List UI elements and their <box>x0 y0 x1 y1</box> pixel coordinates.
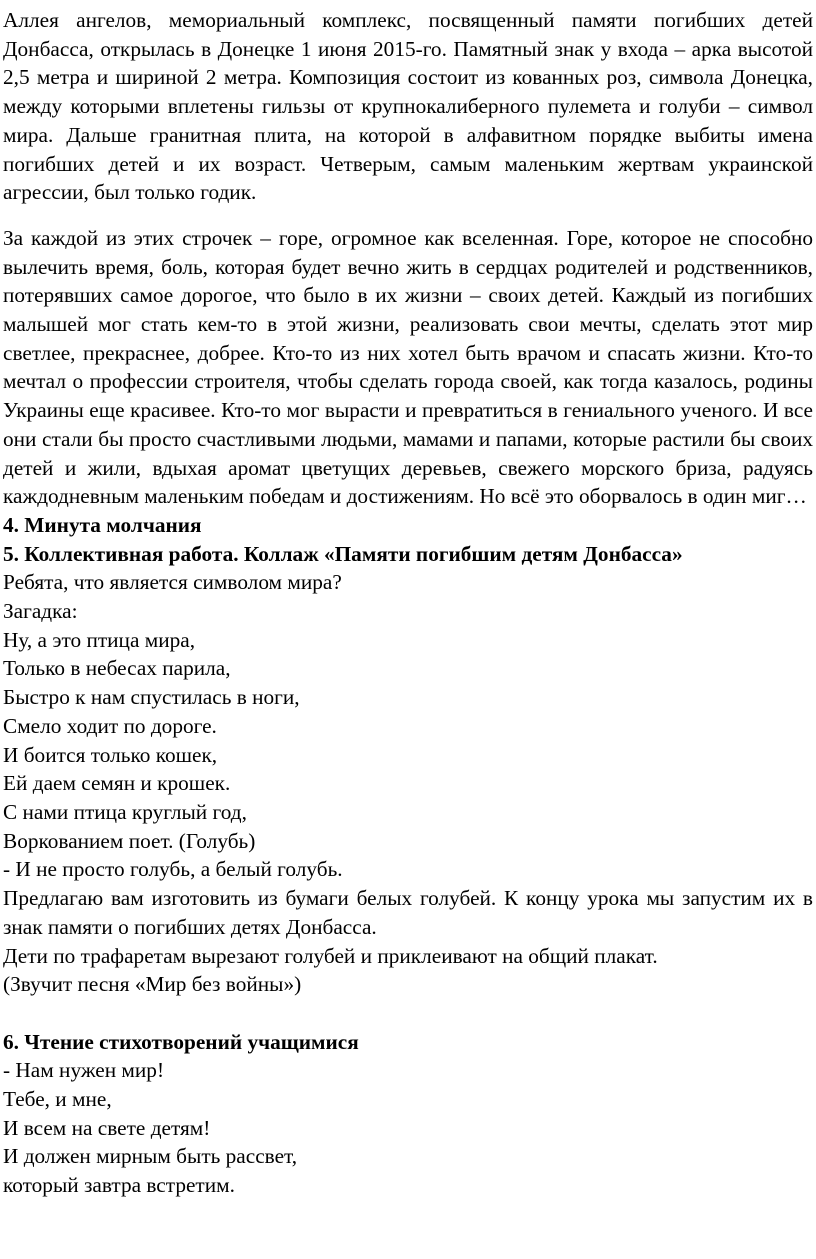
riddle-label: Загадка: <box>3 599 78 624</box>
riddle-line: И боится только кошек, <box>3 742 218 767</box>
heading-poem-reading: 6. Чтение стихотворений учащимися <box>3 1029 359 1054</box>
poem-line: который завтра встретим. <box>3 1173 235 1198</box>
poem-line: Тебе, и мне, <box>3 1087 112 1111</box>
paragraph-grief: За каждой из этих строчек – горе, огромное как вселенная. Горе, которое не способно вылечить время, боль, которая будет вечно жить в сердцах родителей и родственников, потерявших самое дорогое, что было в их жизни – своих детей. Каждый из погибших малышей мог стать кем-то в этой жизни, реализовать свои мечты, сделать этот мир светлее, прекраснее, добрее. Кто-то из них хотел быть врачом и спасать жизни. Кто-то мечтал о профессии строителя, чтобы сделать города своей, как тогда казалось, родины Украины еще красивее. Кто-то мог вырасти и превратиться в гениального ученого. И все они стали бы просто счастливыми людьми, мамами и папами, которые растили бы своих детей и жили, вдыхая аромат цветущих деревьев, свежего морского бриза, радуясь каждодневным маленьким победам и достижениям. Но всё это оборвалось в один миг… <box>3 225 813 509</box>
riddle-line: Только в небесах парила, <box>3 656 231 681</box>
paragraph-angels-alley: Аллея ангелов, мемориальный комплекс, посвященный памяти погибших детей Донбасса, открылась в Донецке 1 июня 2015-го. Памятный знак у входа – арка высотой 2,5 метра и шириной 2 метра. Композиция состоит из кованных роз, символа Донецка, между которыми вплетены гильзы от крупнокалиберного пулемета и голуби – символ мира. Дальше гранитная плита, на которой в алфавитном порядке выбиты имена погибших детей и их возраст. Четверым, самым маленьким жертвам украинской агрессии, был только годик. <box>3 8 813 205</box>
poem-line: И всем на свете детям! <box>3 1115 211 1140</box>
proposal-paragraph: Предлагаю вам изготовить из бумаги белых голубей. К концу урока мы запустим их в знак памяти о погибших детях Донбасса. <box>3 886 813 939</box>
heading-minute-of-silence: 4. Минута молчания <box>3 512 202 537</box>
song-note: (Звучит песня «Мир без войны») <box>3 972 302 997</box>
poem-line: И должен мирным быть рассвет, <box>3 1144 298 1169</box>
section-gap <box>3 999 813 1028</box>
riddle-line: Ей даем семян и крошек. <box>3 771 231 796</box>
riddle-poem <box>3 626 813 856</box>
poem-line: - Нам нужен мир! <box>3 1058 165 1083</box>
heading-collective-work: 5. Коллективная работа. Коллаж «Памяти погибшим детям Донбасса» <box>3 541 683 566</box>
paragraph-gap <box>3 207 813 224</box>
riddle-line: Быстро к нам спустилась в ноги, <box>3 685 300 710</box>
riddle-line: С нами птица круглый год, <box>3 799 247 824</box>
peace-poem <box>3 1056 813 1200</box>
white-dove-line: - И не просто голубь, а белый голубь. <box>3 857 343 882</box>
question-peace-symbol: Ребята, что является символом мира? <box>3 570 342 595</box>
riddle-line: Ну, а это птица мира, <box>3 627 196 652</box>
document-page <box>3 6 813 1200</box>
riddle-line: Смело ходит по дороге. <box>3 713 217 738</box>
riddle-line: Воркованием поет. (Голубь) <box>3 828 256 853</box>
stencil-instruction: Дети по трафаретам вырезают голубей и приклеивают на общий плакат. <box>3 943 658 968</box>
